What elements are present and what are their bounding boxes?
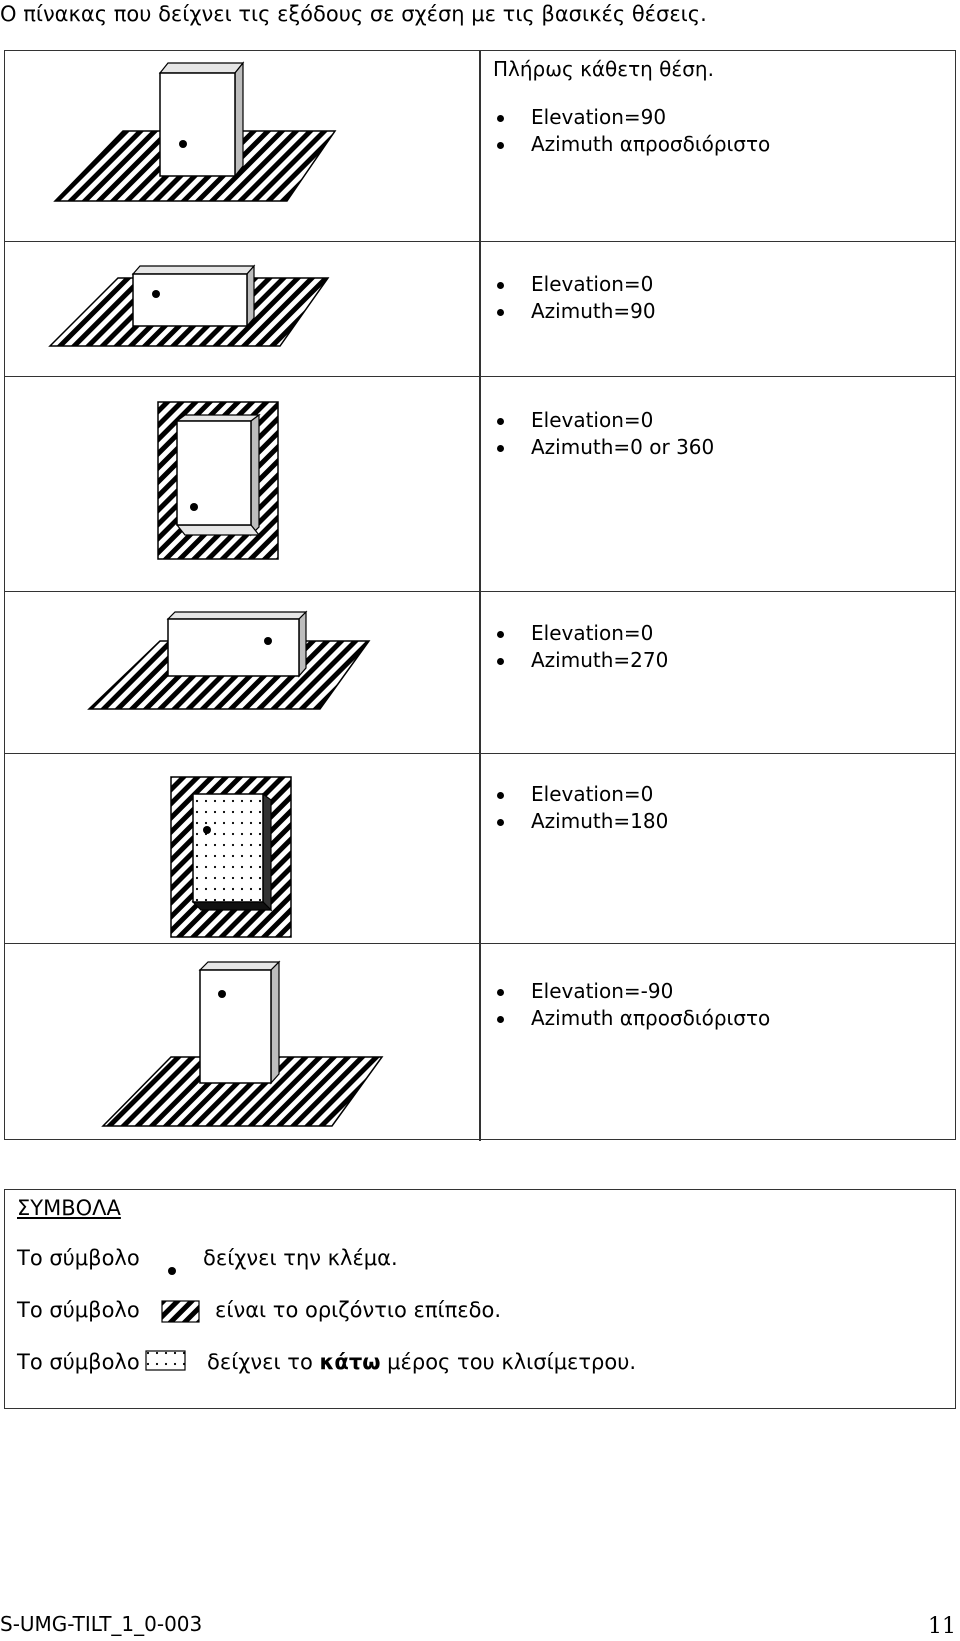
illustration-azimuth-90 xyxy=(5,242,479,376)
elevation-value: Elevation=0 xyxy=(531,272,654,296)
elevation-value: Elevation=-90 xyxy=(531,979,674,1003)
bullet-icon xyxy=(497,658,504,665)
bullet-icon xyxy=(497,142,504,149)
table-row-azimuth-270 xyxy=(5,591,955,753)
table-row-azimuth-0 xyxy=(5,376,955,591)
illustration-vertical-up xyxy=(5,51,479,241)
illustration-vertical-down xyxy=(5,944,479,1141)
illustration-azimuth-180 xyxy=(5,754,479,943)
row-title: Πλήρως κάθετη θέση. xyxy=(493,57,714,81)
symbols-heading: ΣΥΜΒΟΛΑ xyxy=(17,1196,121,1220)
bullet-icon xyxy=(497,989,504,996)
table-row-elev-minus-90 xyxy=(5,943,955,1141)
positions-table xyxy=(4,50,956,1140)
azimuth-value: Azimuth απροσδιόριστο xyxy=(531,1006,771,1030)
bullet-icon xyxy=(497,631,504,638)
symbol-description: είναι το οριζόντιο επίπεδο. xyxy=(215,1298,502,1322)
dotted-bottom-icon xyxy=(145,1350,187,1377)
symbol-row-bottom-side xyxy=(17,1350,937,1380)
elevation-value: Elevation=0 xyxy=(531,621,654,645)
bullet-icon xyxy=(497,115,504,122)
symbol-description: δείχνει την κλέμα. xyxy=(203,1246,398,1270)
bullet-icon xyxy=(497,1016,504,1023)
bullet-icon xyxy=(497,282,504,289)
azimuth-value: Azimuth απροσδιόριστο xyxy=(531,132,771,156)
symbol-label: Το σύμβολο xyxy=(17,1298,140,1322)
intro-text: Ο πίνακας που δείχνει τις εξόδους σε σχέση με τις βασικές θέσεις. xyxy=(0,2,707,26)
bullet-icon xyxy=(497,445,504,452)
bullet-icon xyxy=(497,792,504,799)
table-row-azimuth-180 xyxy=(5,753,955,943)
elevation-value: Elevation=0 xyxy=(531,408,654,432)
azimuth-value: Azimuth=180 xyxy=(531,809,669,833)
bullet-icon xyxy=(497,418,504,425)
page-number: 11 xyxy=(928,1614,956,1639)
terminal-dot-icon xyxy=(167,1257,177,1281)
illustration-azimuth-0 xyxy=(5,377,479,591)
symbols-legend xyxy=(4,1189,956,1409)
document-code: S-UMG-TILT_1_0-003 xyxy=(0,1612,203,1636)
symbol-description: δείχνει το κάτω μέρος του κλισίμετρου. xyxy=(207,1350,637,1374)
azimuth-value: Azimuth=0 or 360 xyxy=(531,435,715,459)
elevation-value: Elevation=90 xyxy=(531,105,667,129)
illustration-azimuth-270 xyxy=(5,592,479,753)
azimuth-value: Azimuth=270 xyxy=(531,648,669,672)
azimuth-value: Azimuth=90 xyxy=(531,299,656,323)
elevation-value: Elevation=0 xyxy=(531,782,654,806)
symbol-row-terminal xyxy=(17,1246,937,1276)
symbol-label: Το σύμβολο xyxy=(17,1350,140,1374)
hatched-plane-icon xyxy=(161,1300,201,1329)
bullet-icon xyxy=(497,309,504,316)
table-row-azimuth-90 xyxy=(5,241,955,376)
table-row-elev-90 xyxy=(5,51,955,241)
bullet-icon xyxy=(497,819,504,826)
symbol-row-horizontal-plane xyxy=(17,1298,937,1328)
symbol-label: Το σύμβολο xyxy=(17,1246,140,1270)
